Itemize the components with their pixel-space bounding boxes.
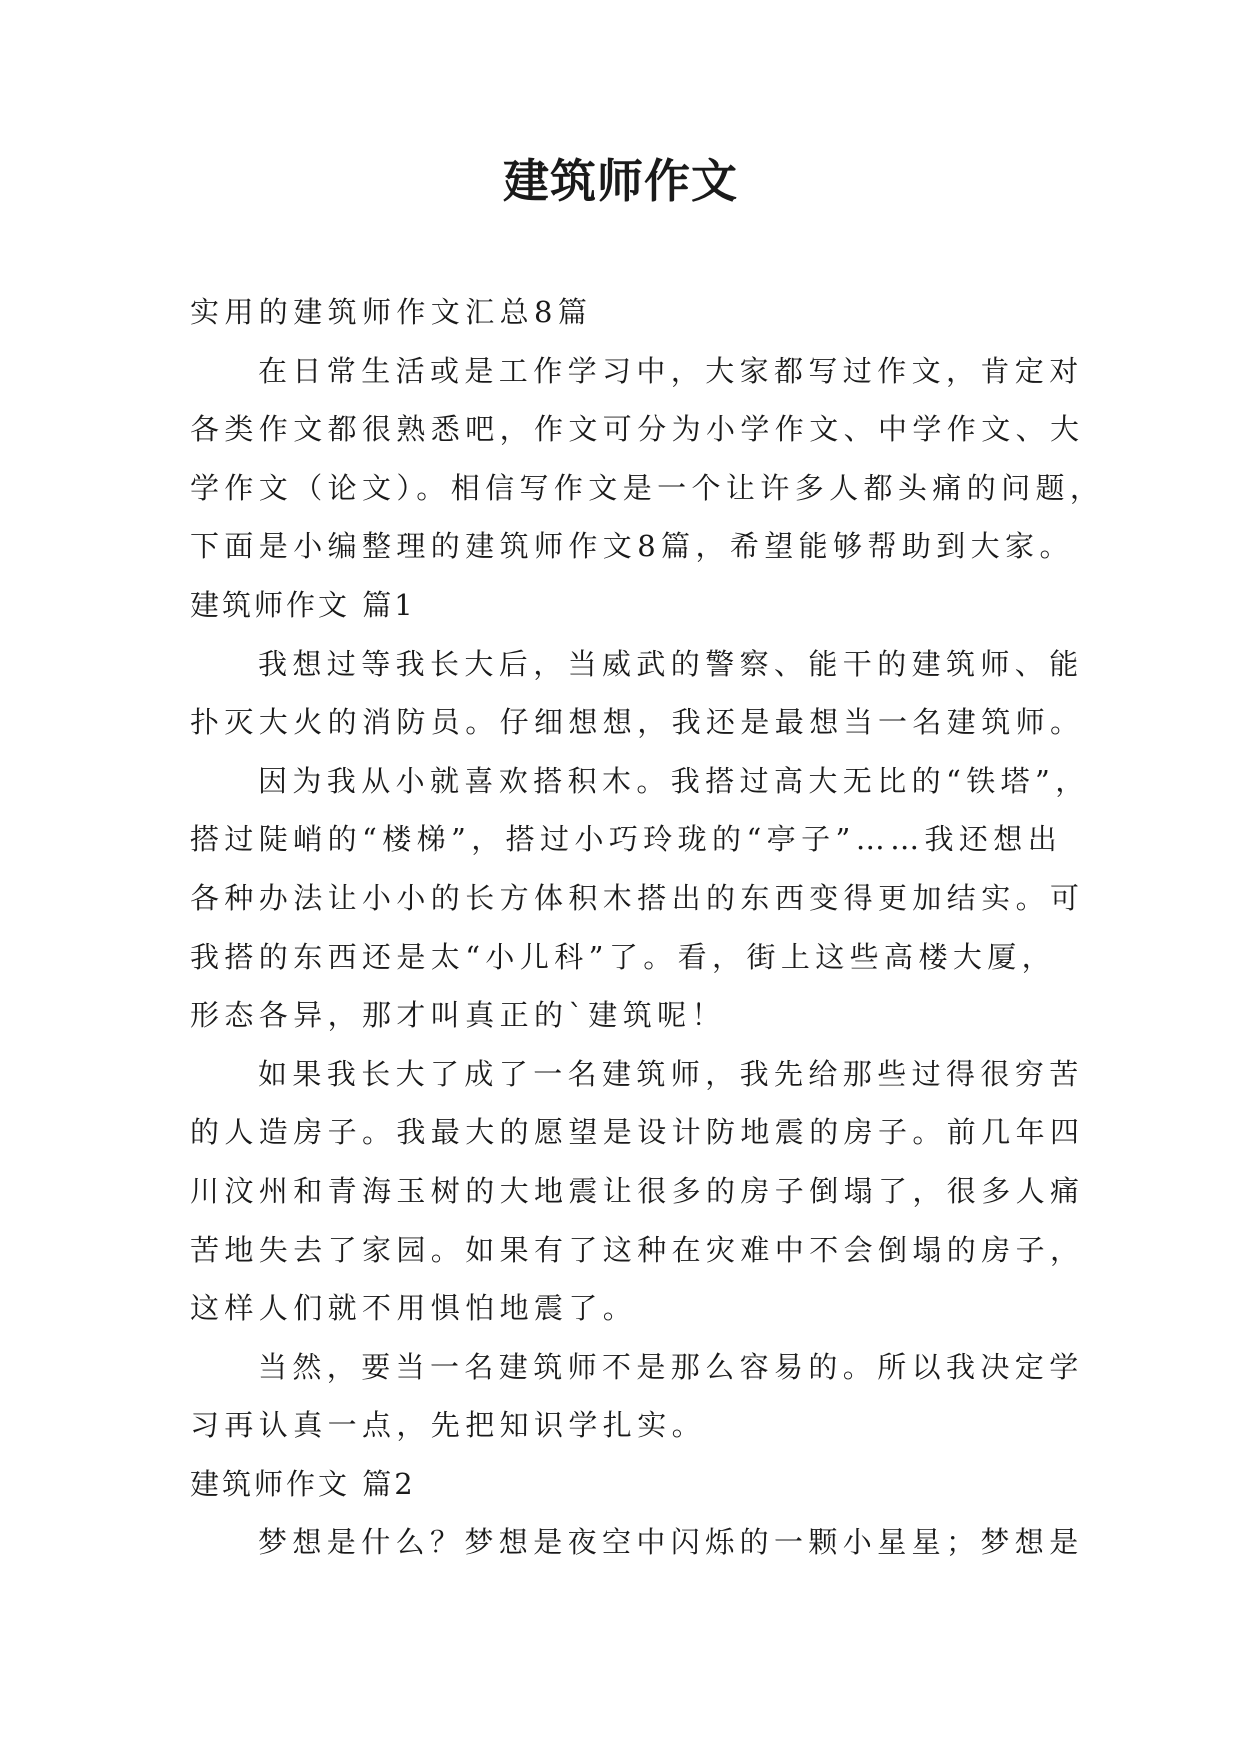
document-body	[190, 283, 1105, 1572]
paragraph-line: 在日常生活或是工作学习中，大家都写过作文，肯定对	[258, 353, 1084, 388]
paragraph-line: 的人造房子。我最大的愿望是设计防地震的房子。前几年四	[190, 1115, 1085, 1150]
paragraph-line: 各类作文都很熟悉吧，作文可分为小学作文、中学作文、大	[190, 412, 1085, 447]
paragraph-line: 我想过等我长大后，当威武的警察、能干的建筑师、能	[258, 646, 1084, 681]
paragraph-line: 下面是小编整理的建筑师作文8篇，希望能够帮助到大家。	[190, 529, 1074, 564]
paragraph-line: 梦想是什么？梦想是夜空中闪烁的一颗小星星；梦想是	[258, 1525, 1084, 1560]
paragraph-line: 形态各异，那才叫真正的`建筑呢！	[190, 998, 726, 1033]
paragraph-line: 这样人们就不用惧怕地震了。	[190, 1291, 638, 1326]
paragraph-line: 因为我从小就喜欢搭积木。我搭过高大无比的“铁塔”，	[258, 763, 1090, 798]
paragraph-line: 学作文（论文）。相信写作文是一个让许多人都头痛的问题，	[190, 470, 1105, 505]
paragraph-line: 搭过陡峭的“楼梯”，搭过小巧玲珑的“亭子”……我还想出	[190, 822, 1063, 857]
paragraph-line: 如果我长大了成了一名建筑师，我先给那些过得很穷苦	[258, 1056, 1084, 1091]
paragraph-line: 我搭的东西还是太“小儿科”了。看，街上这些高楼大厦，	[190, 939, 1057, 974]
paragraph-line: 川汶州和青海玉树的大地震让很多的房子倒塌了，很多人痛	[190, 1173, 1085, 1208]
paragraph-line: 各种办法让小小的长方体积木搭出的东西变得更加结实。可	[190, 880, 1085, 915]
section-heading: 建筑师作文 篇1	[190, 587, 416, 622]
section-heading: 建筑师作文 篇2	[190, 1466, 416, 1501]
paragraph-line: 苦地失去了家园。如果有了这种在灾难中不会倒塌的房子，	[190, 1232, 1085, 1267]
document-title: 建筑师作文	[503, 154, 738, 208]
paragraph-line: 扑灭大火的消防员。仔细想想，我还是最想当一名建筑师。	[190, 705, 1085, 740]
paragraph-line: 习再认真一点，先把知识学扎实。	[190, 1408, 707, 1443]
subtitle-line: 实用的建筑师作文汇总8篇	[190, 295, 593, 329]
paragraph-line: 当然，要当一名建筑师不是那么容易的。所以我决定学	[258, 1349, 1084, 1384]
